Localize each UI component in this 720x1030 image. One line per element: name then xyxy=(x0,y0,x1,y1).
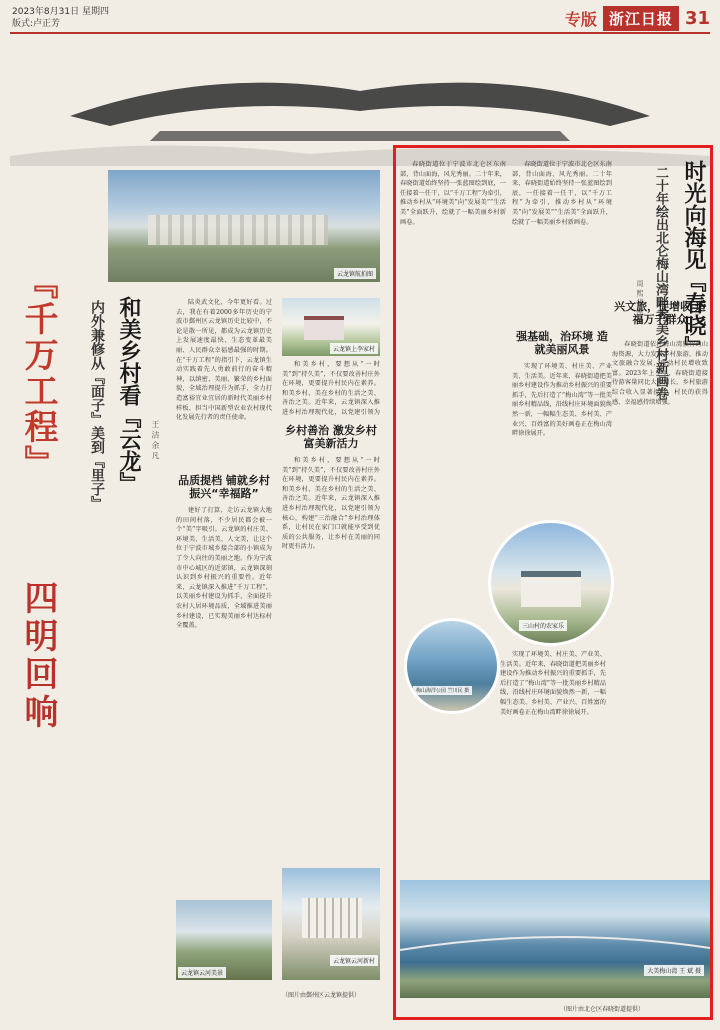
article2-subhead1: 强基础，治环境 造就美丽风景 xyxy=(516,330,608,356)
article1-photo1-caption: 云龙镇航拍图 xyxy=(334,268,376,279)
article2-photo-ocean-park xyxy=(404,618,500,714)
article1-headline: 和美乡村看『云龙』 xyxy=(116,296,141,494)
article2-col4 xyxy=(500,650,606,890)
article1-intro-text: 陆炎武文化，今年更好看。过去，我在有着2000多年历史的宁波市鄞州区云龙镇历史比较中，不论是散一所见，都成为云龙镇历史上发展速度最快、生态变革最美丽、人民群众幸福感最强的时期。在“千万工程”的指引下，云龙镇生动实践着先人勇敢前行的奋斗精神，以缜密、美丽、繁荣的乡村面貌，全域治理提升为抓手，全力打造富裕宜业宜居的新时代美丽乡村样板，担当中国新型农业农村现代化发展先行者的责任使命。 xyxy=(176,299,272,422)
article1-col3 xyxy=(282,456,380,856)
article1-col3-text: 和美乡村，要想从“一时美”到“持久美”，不仅要改善村庄外在环境，更要提升村民内在素养。和美乡村，美在乡村的生活之美、善治之美。近年来，云龙镇深入推进乡村治理现代化，以党建引领为核心，构建“三治融合”乡村治理体系，让村民在家门口就能享受到优质的公共服务，让乡村在美丽的同时更有活力。 xyxy=(282,457,380,551)
page-number: 31 xyxy=(684,8,710,29)
article2-col2-text: 实现了环境美、村庄美、产业美、生活美。近年来，春晓街道把美丽乡村建设作为推动乡村振兴的重要抓手，先后打造了“梅山湾”等一批美丽乡村精品线，沿线村庄环境面貌焕然一新，一幅幅生态美、乡村美、产业兴、百姓富的美好画卷正在梅山湾畔徐徐展开。 xyxy=(512,363,612,438)
article1-col2 xyxy=(176,506,272,896)
article1-right-top-text: 和美乡村，要想从“一时美”到“持久美”，不仅要改善村庄外在环境，更要提升村民内在素养。和美乡村，美在乡村的生活之美、善治之美。近年来，云龙镇深入推进乡村治理现代化，以党建引领为 xyxy=(282,361,380,416)
article1-col-right-top xyxy=(282,360,380,416)
column-title-line1: 『千万工程』 xyxy=(18,265,58,481)
article1-photo2-caption: 云龙镇上李家村 xyxy=(330,343,378,354)
article1-byline: 王 洁 余 凡 xyxy=(151,420,160,460)
column-title-line2: 四明回响 xyxy=(18,580,58,732)
article1-intro xyxy=(176,298,272,468)
article2-photo-credit: （图片由北仑区春晓街道提供） xyxy=(560,1006,645,1013)
article2-col-left xyxy=(400,160,506,600)
article1-photo-village xyxy=(282,298,380,356)
article2-photo1-caption: 三山村的农家乐 xyxy=(519,620,567,631)
article1-subhead2: 乡村善治 激发乡村富美新活力 xyxy=(285,424,377,450)
article1-photo-aerial xyxy=(108,170,380,282)
article2-photo-farmhouse xyxy=(488,520,614,646)
article2-col4-text: 实现了环境美、村庄美、产业美、生活美。近年来，春晓街道把美丽乡村建设作为推动乡村振兴的重要抓手，先后打造了“梅山湾”等一批美丽乡村精品线，沿线村庄环境面貌焕然一新，一幅幅生态美、乡村美、产业兴、百姓富的美好画卷正在梅山湾畔徐徐展开。 xyxy=(500,651,606,716)
article2-headline: 时光向海见『春晓』 xyxy=(681,160,706,358)
article1-photo-credit: （图片由鄞州区云龙镇提供） xyxy=(282,992,361,999)
header-meta xyxy=(12,6,109,30)
article2-intro xyxy=(512,160,612,320)
article2-byline: 周 熙 华 凯 峰 xyxy=(636,280,644,324)
article1-col2-text: 建好了打算，走访云龙镇大地的田间村落，不少居民都会被一个“美”字吸引。云龙镇的村庄美、环境美、生活美、人文美，让这个位于宁波市城乡接合部的小镇成为了令人向往的美丽之地。作为宁波市中心城区的近郊镇，云龙镇深刻认识到乡村振兴的重要性。近年来，云龙镇深入推进“千万工程”，以美丽乡村建设为抓手，全面提升农村人居环境品质，全域推进美丽乡村建设，已实现美丽乡村达标村全覆盖。 xyxy=(176,507,272,630)
newspaper-logo: 浙江日报 xyxy=(603,6,679,31)
article1-photo3-caption: 云龙镇云河美景 xyxy=(178,967,226,978)
article1-photo4-caption: 云龙镇云河新村 xyxy=(330,955,378,966)
article1-photo-river xyxy=(176,900,272,980)
article1-subhead1: 品质提档 铺就乡村振兴“幸福路” xyxy=(178,474,270,500)
article1-photo-newvillage xyxy=(282,868,380,980)
article1-subheadline: 内外兼修从『面子』美到『里子』 xyxy=(89,300,105,510)
article2-photo-bay xyxy=(400,880,710,998)
issue-date: 2023年8月31日 星期四 xyxy=(12,7,109,17)
article2-col3 xyxy=(612,340,708,870)
article2-col3-text: 春晓街道依托梅山湾独特的山海资源，大力发展乡村旅游，推动文旅融合发展，带动村民增收致富。2023年上半年，春晓街道接待游客量同比大幅增长，乡村旅游综合收入显著提升，村民的获得感、幸福感持续增强。 xyxy=(612,341,708,406)
article2-photo2-caption: 梅山海洋公园 竺川民 摄 xyxy=(413,686,472,695)
section-name: 专版 xyxy=(564,10,597,29)
article2-col2 xyxy=(512,362,612,512)
article2-intro-text: 春晓街道位于宁波市北仑区东南部，背山面海，风光秀丽。二十年来，春晓街道始终坚持一张蓝图绘到底，一任接着一任干，以“千万工程”为牵引，推动乡村从“环境美”向“发展美”“生活美”全面跃升，绘就了一幅美丽乡村新画卷。 xyxy=(512,161,612,226)
article2-subhead2: 兴文旅，促增收 造福万千群众 xyxy=(614,300,706,326)
layout-editor: 版式:卢正芳 xyxy=(12,19,61,29)
article2-col-left-text: 春晓街道位于宁波市北仑区东南部，背山面海，风光秀丽。二十年来，春晓街道始终坚持一张蓝图绘到底，一任接着一任干，以“千万工程”为牵引，推动乡村从“环境美”向“发展美”“生活美”全面跃升，绘就了一幅美丽乡村新画卷。 xyxy=(400,161,506,226)
masthead xyxy=(565,6,710,31)
article2-subheadline: 二十年绘出北仑梅山湾畔秀美乡村新画卷 xyxy=(653,166,668,400)
article2-photo3-caption: 大美梅山湾 王 斌 摄 xyxy=(644,965,704,976)
bridge-illustration xyxy=(400,920,710,960)
header-rule xyxy=(10,32,710,34)
